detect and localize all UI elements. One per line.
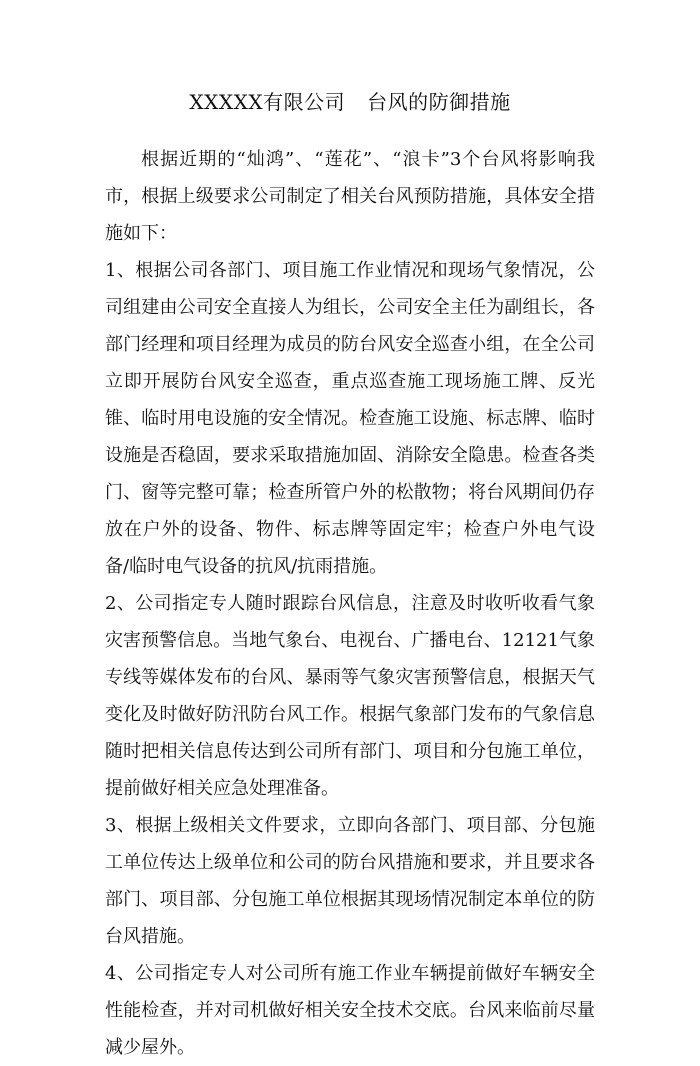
title-subject: 台风的防御措施 bbox=[367, 90, 511, 114]
measure-paragraph-3: 3、根据上级相关文件要求，立即向各部门、项目部、分包施工单位传达上级单位和公司的防台风措施和要求，并且要求各部门、项目部、分包施工单位根据其现场情况制定本单位的防台风措施。 bbox=[105, 815, 595, 947]
document-title bbox=[105, 88, 595, 116]
intro-paragraph: 根据近期的“灿鸿”、“莲花”、“浪卡”3个台风将影响我市，根据上级要求公司制定了相关台风预防措施，具体安全措施如下： bbox=[105, 149, 595, 244]
measure-paragraph-1: 1、根据公司各部门、项目施工作业情况和现场气象情况，公司组建由公司安全直接人为组长，公司安全主任为副组长，各部门经理和项目经理为成员的防台风安全巡查小组，在全公司立即开展防台风安全巡查，重点巡查施工现场施工牌、反光锥、临时用电设施的安全情况。检查施工设施、标志牌、临时设施是否稳固，要求采取措施加固、消除安全隐患。检查各类门、窗等完整可靠；检查所管户外的松散物；将台风期间仍存放在户外的设备、物件、标志牌等固定牢；检查户外电气设备/临时电气设备的抗风/抗雨措施。 bbox=[105, 260, 595, 577]
title-company: XXXXX有限公司 bbox=[189, 90, 346, 114]
measure-paragraph-2: 2、公司指定专人随时跟踪台风信息，注意及时收听收看气象灾害预警信息。当地气象台、电视台、广播电台、12121气象专线等媒体发布的台风、暴雨等气象灾害预警信息，根据天气变化及时做好防汛防台风工作。根据气象部门发布的气象信息随时把相关信息传达到公司所有部门、项目和分包施工单位，提前做好相关应急处理准备。 bbox=[105, 593, 595, 799]
measure-paragraph-4: 4、公司指定专人对公司所有施工作业车辆提前做好车辆安全性能检查，并对司机做好相关安全技术交底。台风来临前尽量减少屋外。 bbox=[105, 963, 595, 1058]
